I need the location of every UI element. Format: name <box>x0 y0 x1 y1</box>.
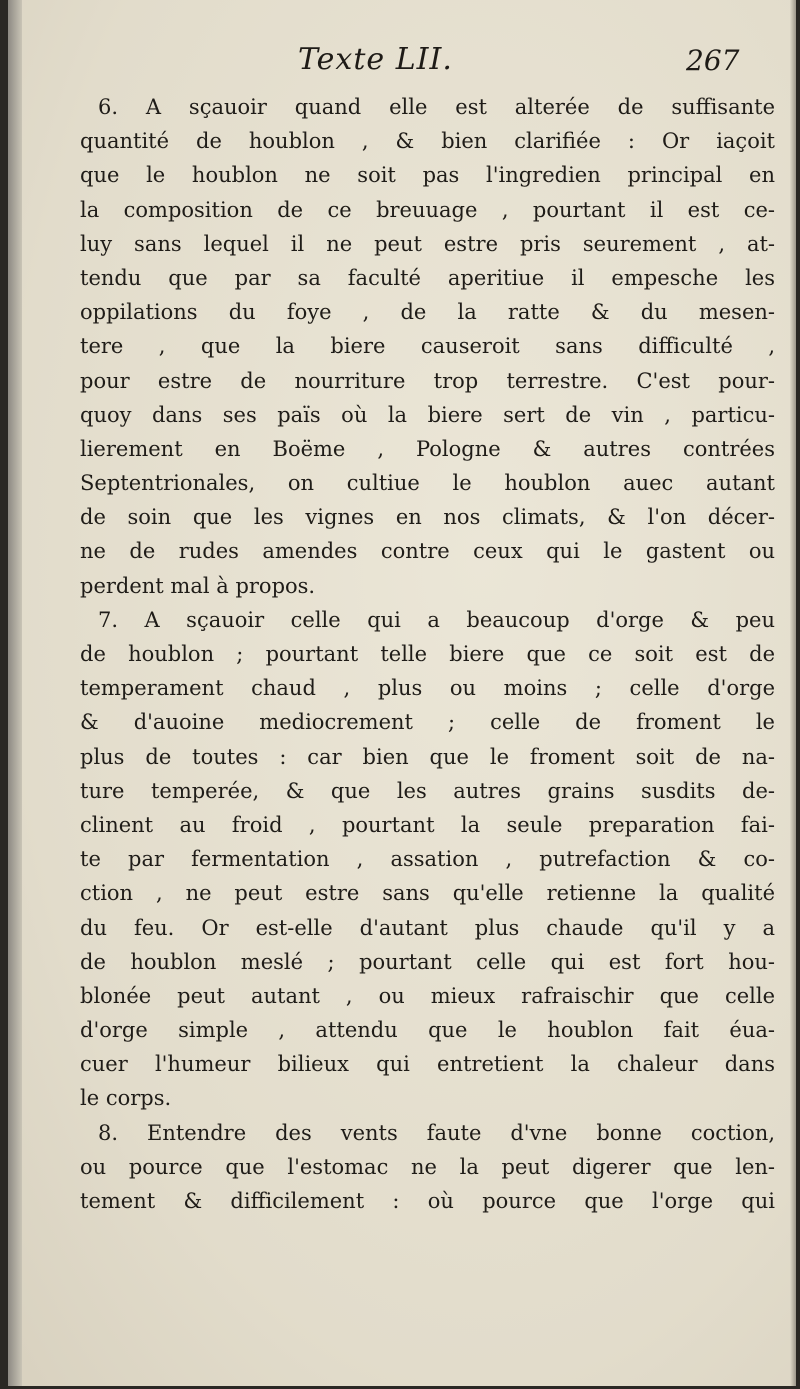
text-line: luy sans lequel il ne peut estre pris seurement , at- <box>80 231 775 256</box>
text-line: 8. Entendre des vents faute d'vne bonne coction, <box>98 1120 775 1145</box>
text-line: quoy dans ses païs où la biere sert de vin , particu- <box>80 402 775 427</box>
text-line: de houblon ; pourtant telle biere que ce soit est de <box>80 642 775 666</box>
text-line: clinent au froid , pourtant la seule preparation fai- <box>80 812 775 837</box>
text-line: te par fermentation , assation , putrefaction & co- <box>80 847 775 872</box>
running-title: Texte LII. <box>298 42 453 77</box>
page-header <box>8 42 796 82</box>
book-page <box>8 0 796 1386</box>
text-line: 7. A sçauoir celle qui a beaucoup d'orge & peu <box>98 607 775 632</box>
text-line: Septentrionales, on cultiue le houblon auec autant <box>80 471 775 496</box>
text-line: perdent mal à propos. <box>80 573 316 598</box>
text-line: tere , que la biere causeroit sans difficulté , <box>80 334 775 359</box>
body-text <box>80 90 775 1218</box>
text-line: & d'auoine mediocrement ; celle de froment le <box>80 710 775 735</box>
text-line: la composition de ce breuuage , pourtant il est ce- <box>80 197 775 222</box>
text-line: de soin que les vignes en nos climats, & l'on décer- <box>80 505 775 530</box>
text-line: quantité de houblon , & bien clarifiée : Or iaçoit <box>80 129 775 154</box>
page-gutter <box>8 0 22 1386</box>
text-line: tendu que par sa faculté aperitiue il empesche les <box>80 265 775 290</box>
text-line: 6. A sçauoir quand elle est alterée de suffisante <box>98 95 775 119</box>
text-line: que le houblon ne soit pas l'ingredien principal en <box>80 163 775 188</box>
text-line: tement & difficilement : où pource que l'orge qui <box>80 1189 775 1213</box>
page-edge <box>790 0 796 1386</box>
text-line: d'orge simple , attendu que le houblon fait éua- <box>80 1018 775 1043</box>
text-line: ction , ne peut estre sans qu'elle retienne la qualité <box>80 881 775 906</box>
text-line: blonée peut autant , ou mieux rafraischir que celle <box>80 983 775 1008</box>
text-line: de houblon meslé ; pourtant celle qui est fort hou- <box>80 949 775 974</box>
text-line: ne de rudes amendes contre ceux qui le gastent ou <box>80 539 775 564</box>
text-line: pour estre de nourriture trop terrestre. C'est pour- <box>80 368 775 393</box>
text-line: temperament chaud , plus ou moins ; celle d'orge <box>80 676 775 701</box>
text-line: cuer l'humeur bilieux qui entretient la chaleur dans <box>80 1052 775 1077</box>
text-line: ture temperée, & que les autres grains susdits de- <box>80 778 775 803</box>
text-line: lierement en Boëme , Pologne & autres contrées <box>80 436 775 461</box>
page-number: 267 <box>686 44 740 77</box>
text-line: le corps. <box>80 1086 172 1111</box>
text-line: plus de toutes : car bien que le froment soit de na- <box>80 744 775 769</box>
text-line: du feu. Or est-elle d'autant plus chaude qu'il y a <box>80 915 775 940</box>
text-line: ou pource que l'estomac ne la peut digerer que len- <box>80 1154 775 1179</box>
text-line: oppilations du foye , de la ratte & du mesen- <box>80 300 775 325</box>
